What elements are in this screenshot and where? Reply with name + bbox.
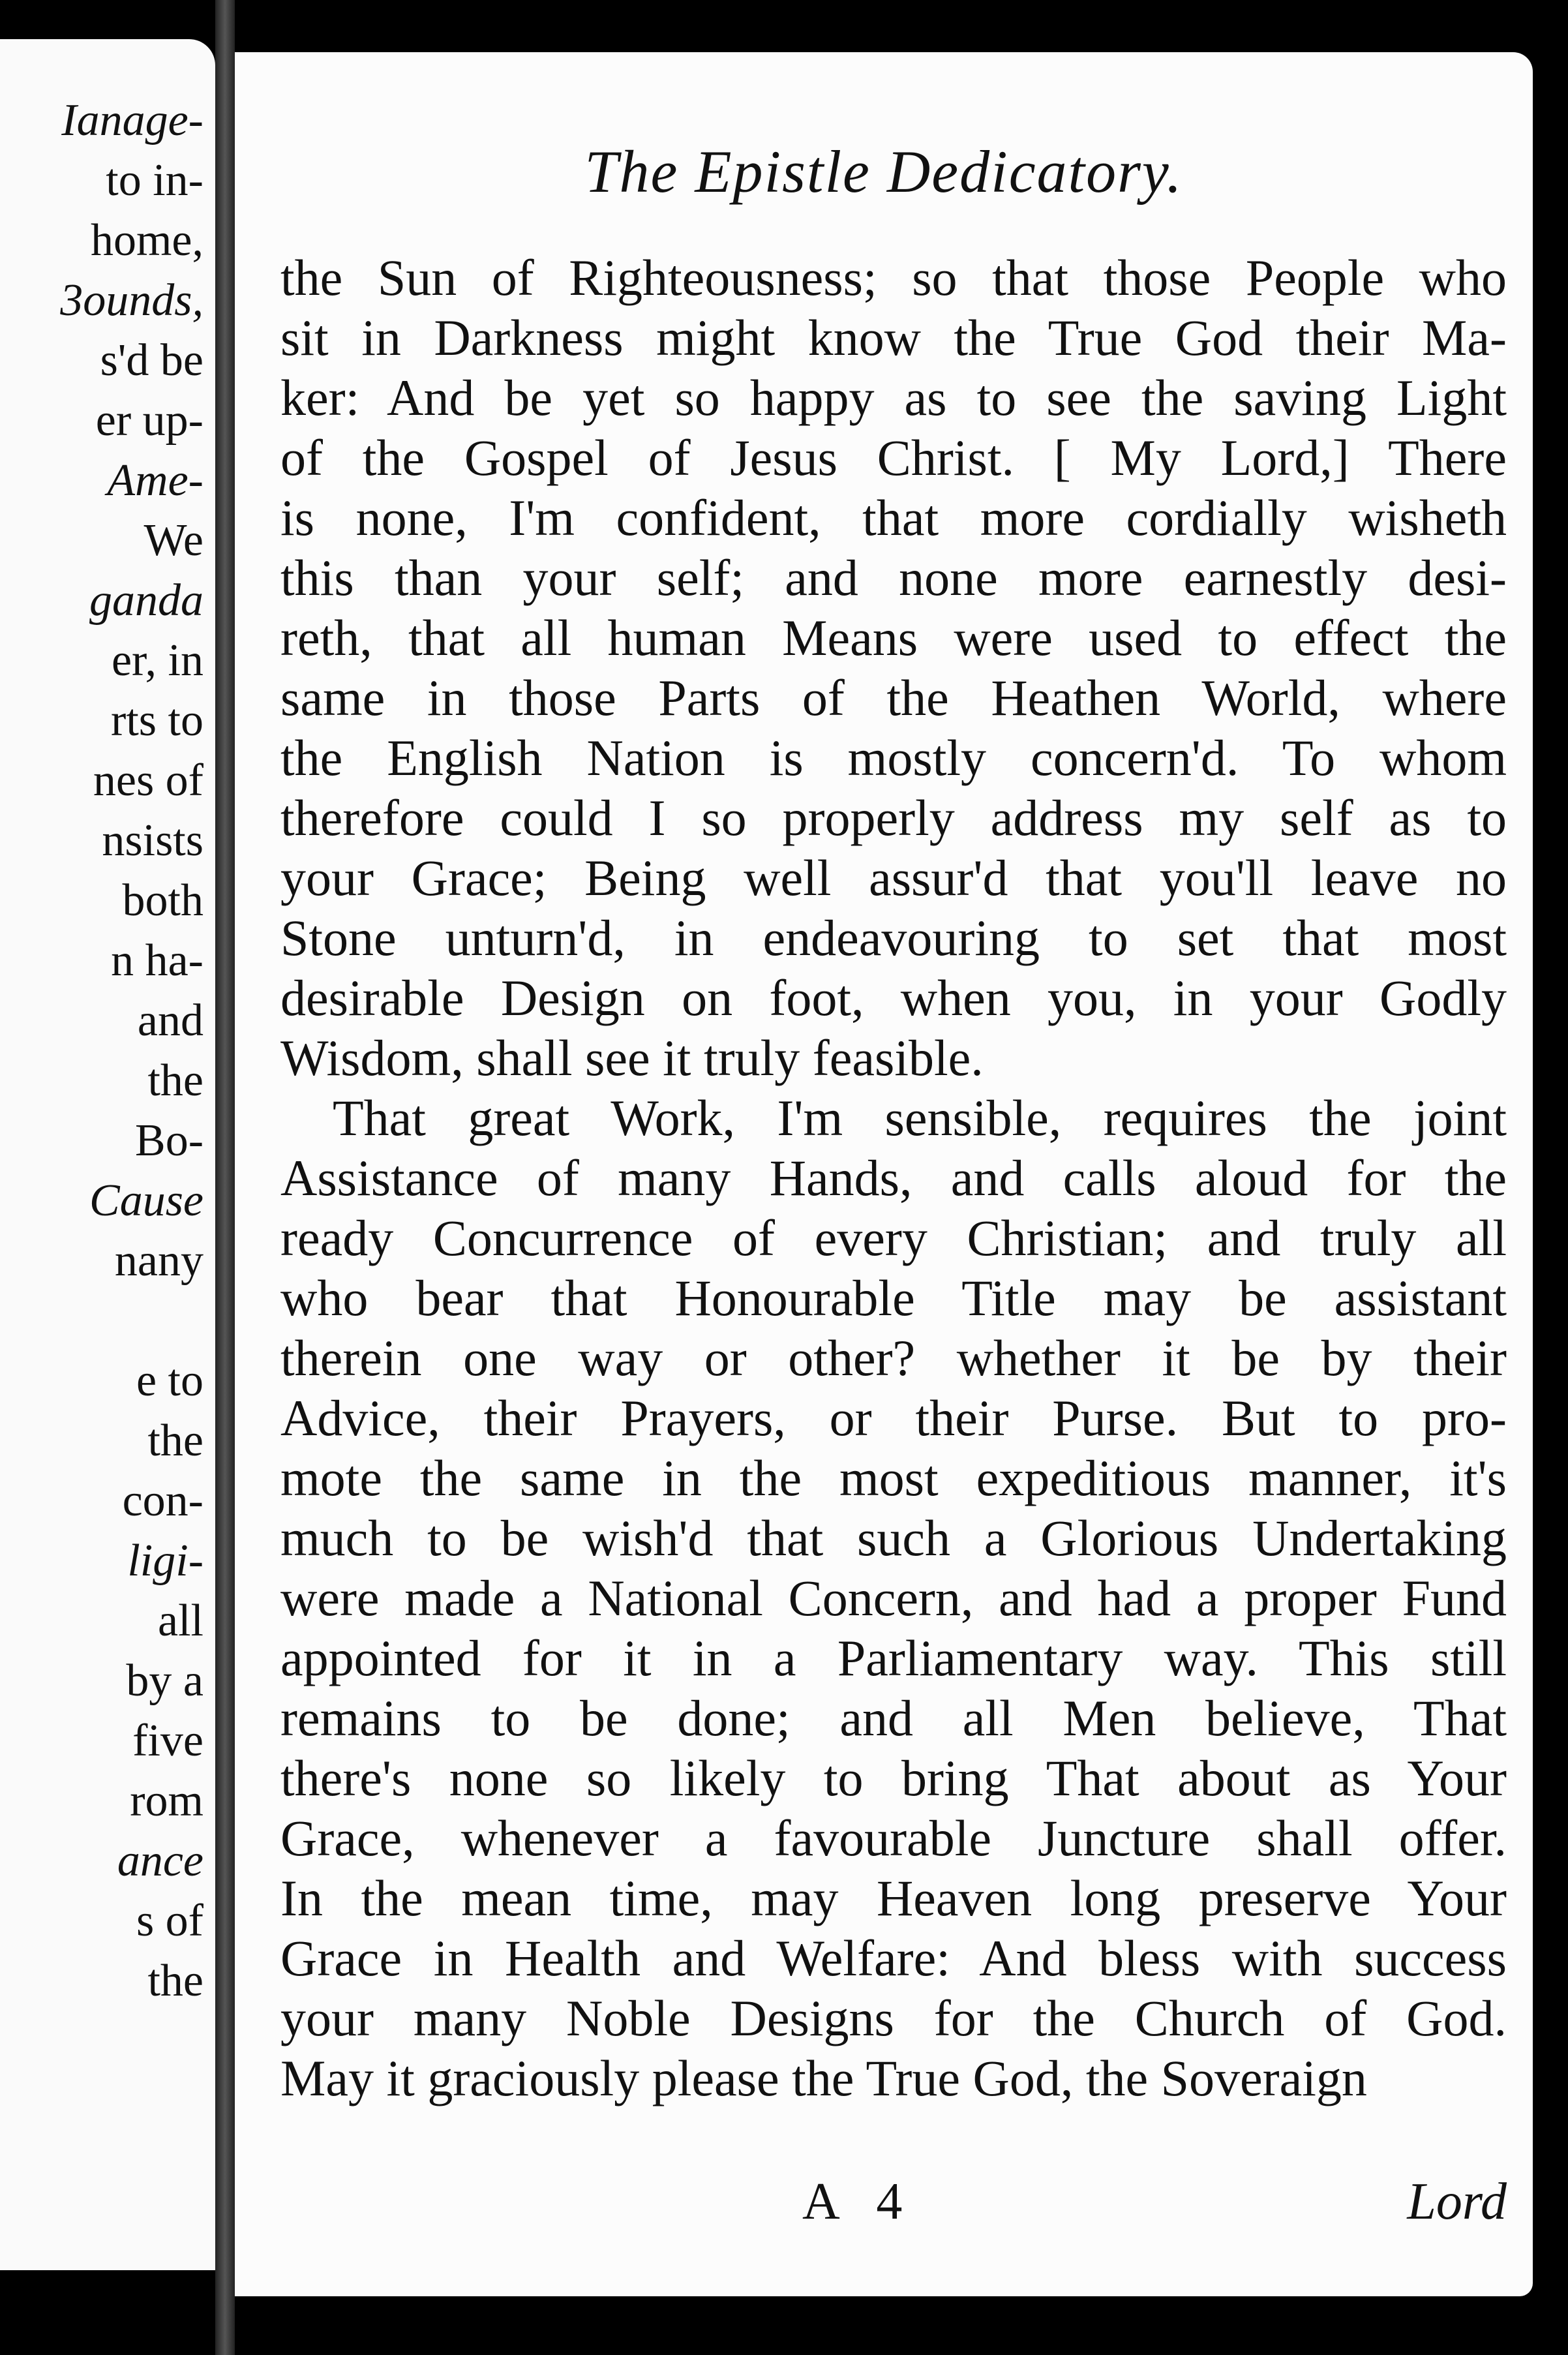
- left-page-fragment: ance: [117, 1836, 204, 1886]
- text-line: sit in Darkness might know the True God their Ma-: [280, 309, 1507, 366]
- left-page-fragment: s of: [136, 1896, 204, 1946]
- page-footer: [280, 2172, 1507, 2238]
- text-line: same in those Parts of the Heathen World, where: [280, 669, 1507, 726]
- left-page-fragment: all: [158, 1596, 204, 1646]
- text-line: desirable Design on foot, when you, in your Godly: [280, 969, 1507, 1026]
- left-page-fragment: and: [137, 995, 204, 1046]
- text-line: In the mean time, may Heaven long preserve Your: [280, 1870, 1507, 1926]
- text-line: appointed for it in a Parliamentary way. This still: [280, 1630, 1507, 1686]
- text-line: who bear that Honourable Title may be assistant: [280, 1269, 1507, 1326]
- left-page-fragment: the: [147, 1056, 204, 1106]
- left-page-fragment: Ianage-: [61, 95, 204, 145]
- left-page-fragment: con-: [122, 1476, 204, 1526]
- left-page-fragment: rom: [130, 1776, 204, 1826]
- book-gutter: [215, 0, 235, 2355]
- text-line: this than your self; and none more earnestly desi-: [280, 549, 1507, 606]
- text-line: is none, I'm confident, that more cordially wisheth: [280, 489, 1507, 546]
- catchword: Lord: [1407, 2173, 1507, 2230]
- text-line: reth, that all human Means were used to effect the: [280, 609, 1507, 666]
- text-line: much to be wish'd that such a Glorious Undertaking: [280, 1510, 1507, 1566]
- left-page-fragment: e to: [136, 1356, 204, 1406]
- left-page-fragment: 3ounds,: [60, 275, 204, 326]
- left-page: [0, 39, 215, 2270]
- text-line: were made a National Concern, and had a proper Fund: [280, 1570, 1507, 1626]
- left-page-fragment: Bo-: [135, 1116, 204, 1166]
- text-line: of the Gospel of Jesus Christ. [ My Lord,] There: [280, 429, 1507, 486]
- left-page-fragment: five: [132, 1716, 204, 1766]
- text-line: therein one way or other? whether it be by their: [280, 1329, 1507, 1386]
- left-page-fragment: the: [147, 1956, 204, 2006]
- left-page-fragment: nes of: [93, 755, 204, 806]
- left-page-fragment: nany: [114, 1236, 204, 1286]
- left-page-fragment: rts to: [111, 695, 204, 746]
- left-page-fragment: ligi-: [127, 1536, 204, 1586]
- text-line: Assistance of many Hands, and calls aloud for the: [280, 1149, 1507, 1206]
- text-line: Advice, their Prayers, or their Purse. But to pro-: [280, 1390, 1507, 1446]
- left-page-fragment: nsists: [102, 815, 204, 866]
- left-page-fragment: s'd be: [100, 335, 204, 386]
- left-page-fragment: er up-: [95, 395, 204, 446]
- text-line: Stone unturn'd, in endeavouring to set that most: [280, 909, 1507, 966]
- signature-mark: A 4: [802, 2173, 916, 2230]
- text-line: ready Concurrence of every Christian; and truly all: [280, 1209, 1507, 1266]
- text-line: mote the same in the most expeditious manner, it's: [280, 1450, 1507, 1506]
- left-page-fragment: Ame-: [107, 455, 204, 506]
- running-head: The Epistle Dedicatory.: [584, 138, 1183, 205]
- text-line: the English Nation is mostly concern'd. To whom: [280, 729, 1507, 786]
- left-page-fragment: We: [143, 515, 204, 566]
- right-page: [235, 52, 1533, 2296]
- left-page-fragment: the: [147, 1416, 204, 1466]
- text-line: therefore could I so properly address my self as to: [280, 789, 1507, 846]
- left-page-fragment: to in-: [106, 155, 204, 205]
- text-line: Wisdom, shall see it truly feasible.: [280, 1029, 984, 1086]
- text-line: there's none so likely to bring That about as Your: [280, 1750, 1507, 1806]
- text-line: ker: And be yet so happy as to see the saving Light: [280, 369, 1507, 426]
- body-text: [280, 248, 1507, 2108]
- left-page-fragment: both: [122, 875, 204, 926]
- text-line: your many Noble Designs for the Church of God.: [280, 1990, 1507, 2046]
- text-line: That great Work, I'm sensible, requires the joint: [333, 1089, 1507, 1146]
- text-line: your Grace; Being well assur'd that you'll leave no: [280, 849, 1507, 906]
- text-line: Grace in Health and Welfare: And bless with success: [280, 1930, 1507, 1986]
- text-line: May it graciously please the True God, the Soveraign: [280, 2050, 1367, 2106]
- left-page-fragment: ganda: [89, 575, 204, 626]
- text-line: Grace, whenever a favourable Juncture shall offer.: [280, 1810, 1507, 1866]
- left-page-fragment: n ha-: [111, 935, 204, 986]
- left-page-fragment: er, in: [111, 635, 204, 686]
- text-line: remains to be done; and all Men believe, That: [280, 1690, 1507, 1746]
- left-page-fragment: home,: [90, 215, 204, 266]
- text-line: the Sun of Righteousness; so that those People who: [280, 249, 1507, 306]
- left-page-fragment: by a: [126, 1656, 204, 1706]
- left-page-fragment: Cause: [89, 1176, 204, 1226]
